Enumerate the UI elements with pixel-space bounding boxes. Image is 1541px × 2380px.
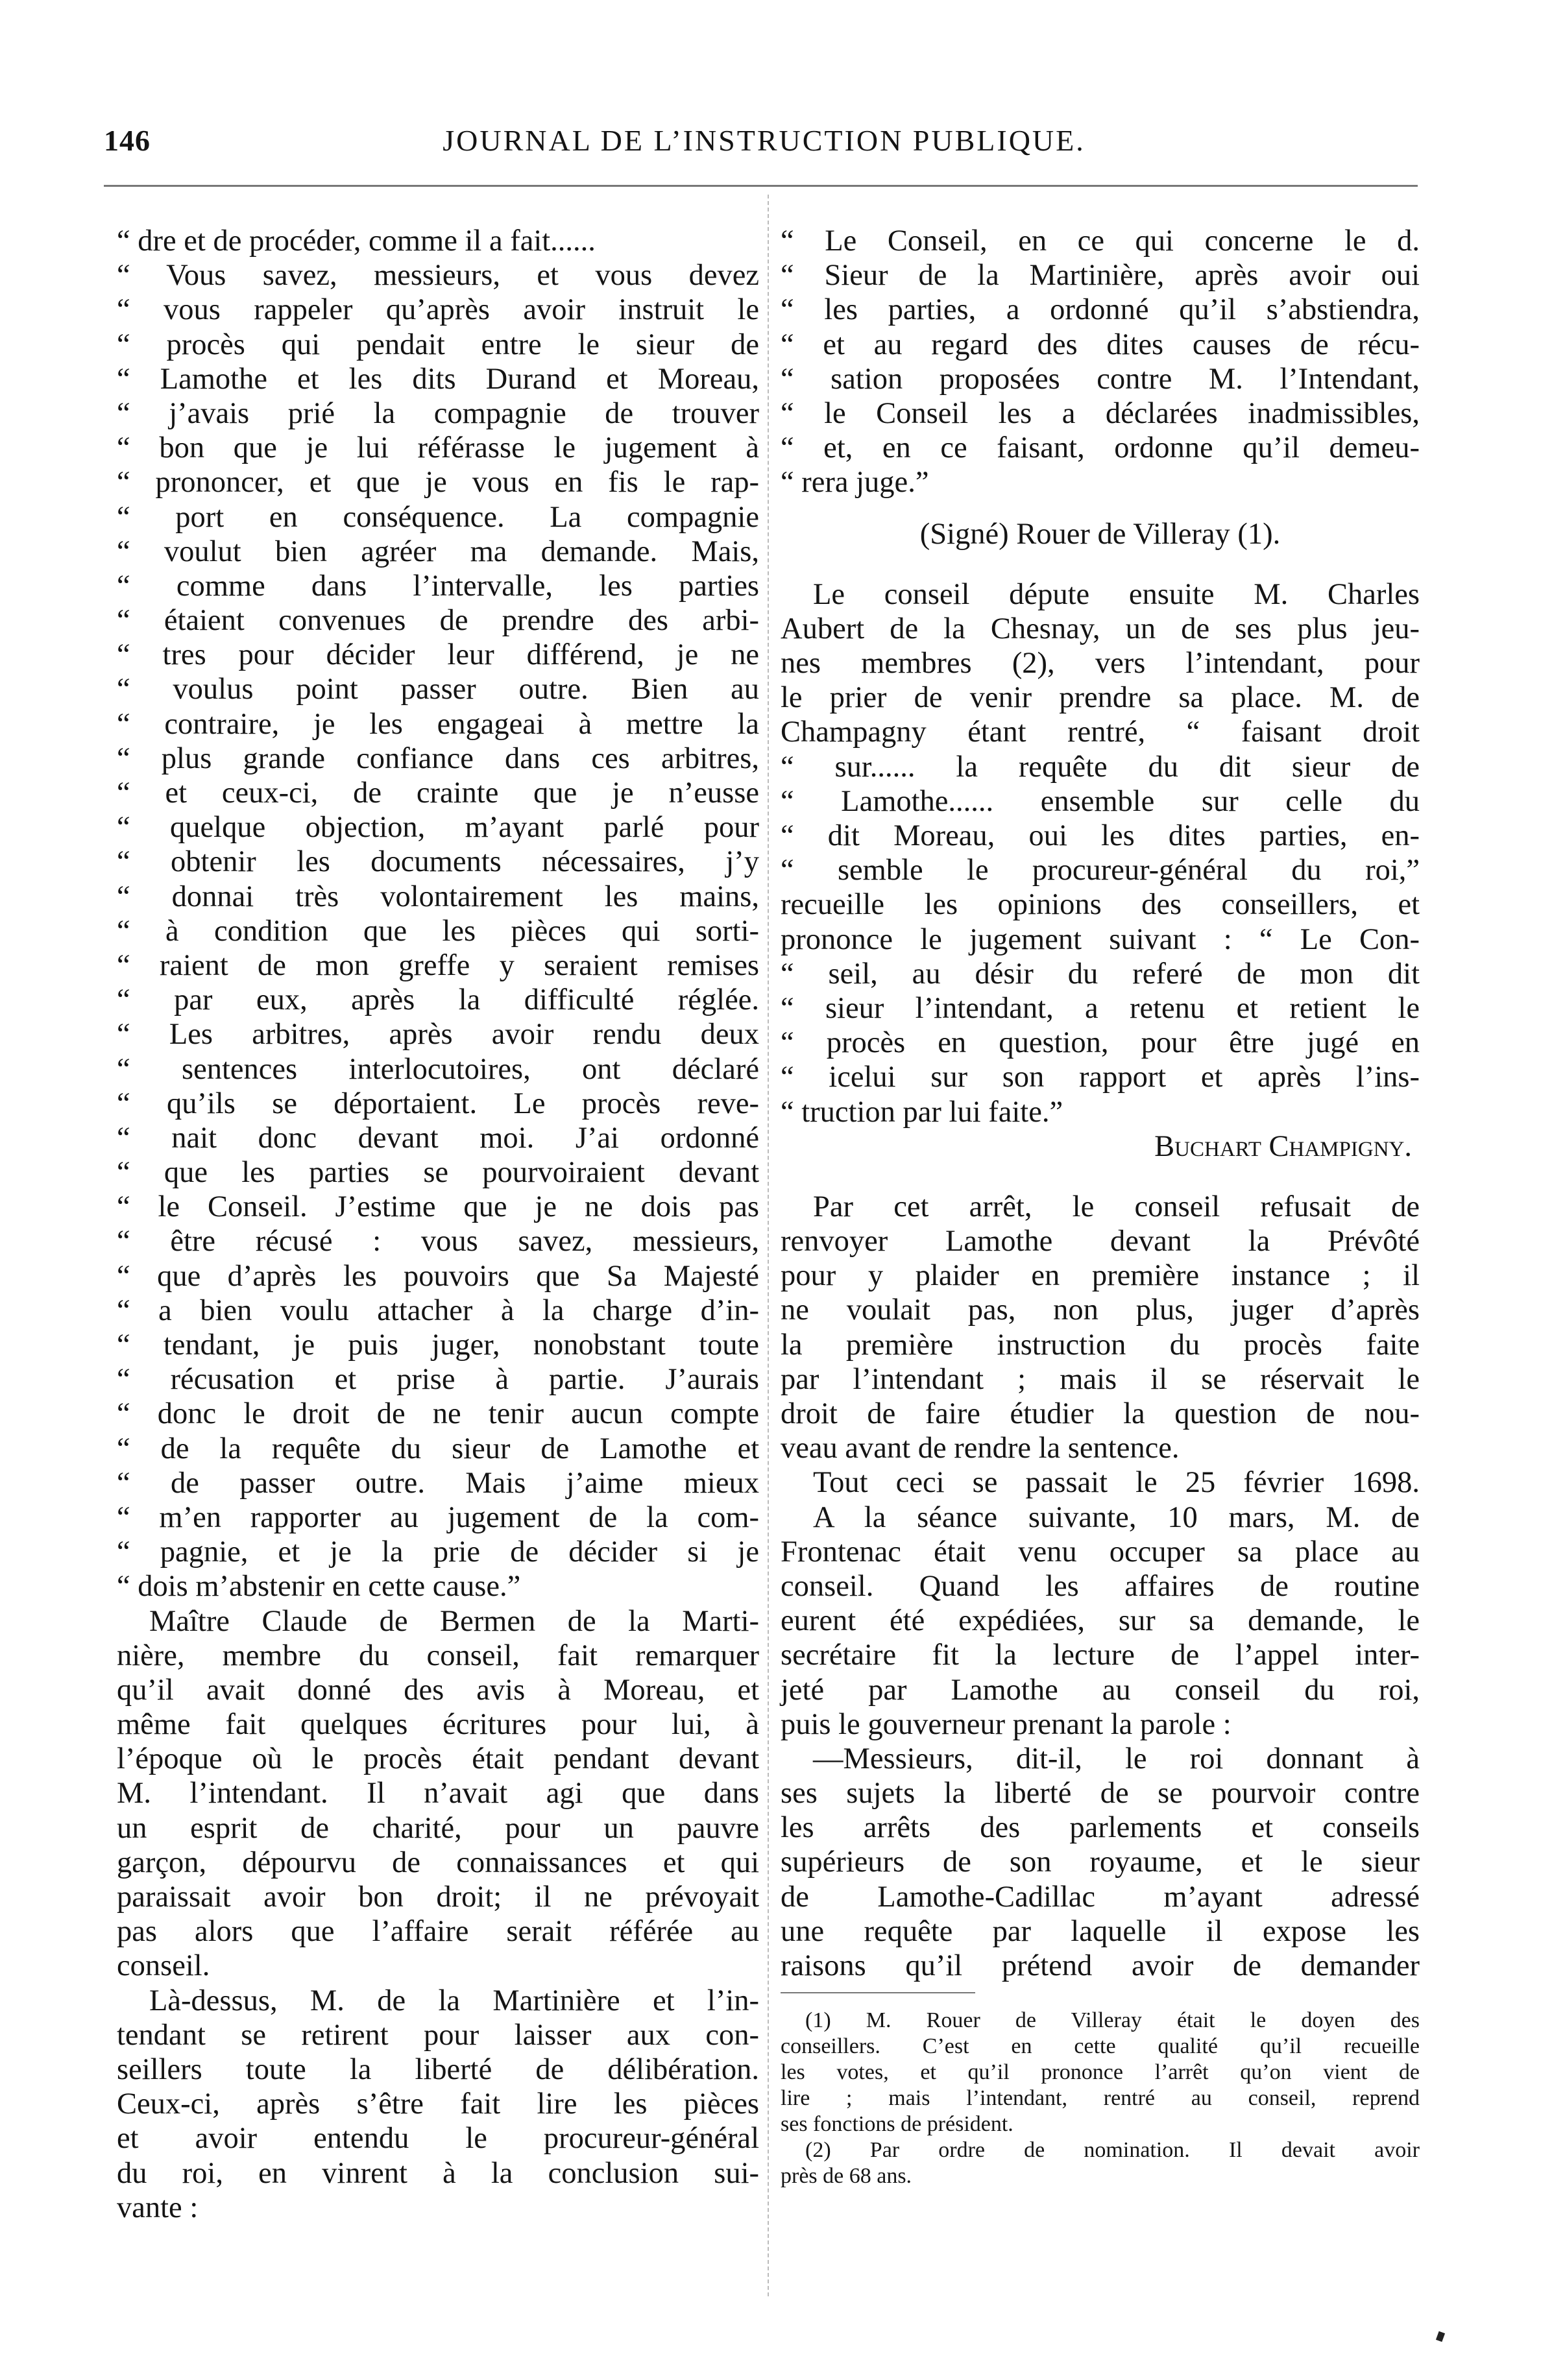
text-line: l’époque où le procès était pendant devant — [117, 1742, 759, 1776]
text-line: “ procès en question, pour être jugé en — [781, 1026, 1420, 1060]
text-line: “ récusation et prise à partie. J’aurais — [117, 1363, 759, 1397]
text-line: “ que d’après les pouvoirs que Sa Majesté — [117, 1259, 759, 1293]
text-line: “ dit Moreau, oui les dites parties, en- — [781, 819, 1420, 852]
column-divider — [768, 195, 769, 2296]
text-line: “ contraire, je les engageai à mettre la — [117, 707, 759, 741]
text-line: “ par eux, après la difficulté réglée. — [117, 983, 759, 1017]
text-line: même fait quelques écritures pour lui, à — [117, 1708, 759, 1742]
text-line: “ Vous savez, messieurs, et vous devez — [117, 259, 759, 293]
text-line: le prier de venir prendre sa place. M. de — [781, 681, 1420, 715]
text-line: “ vous rappeler qu’après avoir instruit le — [117, 293, 759, 327]
text-line: “ qu’ils se déportaient. Le procès reve- — [117, 1087, 759, 1120]
text-line: “ truction par lui faite.” — [781, 1095, 1063, 1129]
left-column-lines — [117, 224, 759, 2225]
text-line: “ donnai très volontairement les mains, — [117, 880, 759, 913]
text-line: pas alors que l’affaire serait référée au — [117, 1915, 759, 1949]
margin-ink-mark — [1436, 2331, 1445, 2342]
text-line: “ j’avais prié la compagnie de trouver — [117, 396, 759, 430]
text-line: “ semble le procureur-général du roi,” — [781, 854, 1420, 887]
text-line: droit de faire étudier la question de nou- — [781, 1397, 1420, 1430]
text-line: “ sentences interlocutoires, ont déclaré — [117, 1052, 759, 1086]
text-line: “ comme dans l’intervalle, les parties — [117, 569, 759, 603]
text-line: vante : — [117, 2191, 199, 2224]
text-line: Tout ceci se passait le 25 février 1698. — [813, 1466, 1420, 1500]
text-line: (1) M. Rouer de Villeray était le doyen des — [805, 2008, 1420, 2033]
text-line: “ le Conseil les a déclarées inadmissibles, — [781, 396, 1420, 430]
text-line: “ le Conseil. J’estime que je ne dois pas — [117, 1190, 759, 1224]
text-line: garçon, dépourvu de connaissances et qui — [117, 1845, 759, 1879]
text-line: jeté par Lamothe au conseil du roi, — [781, 1673, 1420, 1707]
text-line: du roi, en vinrent à la conclusion sui- — [117, 2156, 759, 2190]
text-line: près de 68 ans. — [781, 2164, 912, 2189]
text-line: recueille les opinions des conseillers, et — [781, 888, 1420, 922]
right-column — [781, 224, 1420, 2189]
text-line: “ Lamothe et les dits Durand et Moreau, — [117, 362, 759, 396]
council-decision-quote — [781, 224, 1420, 500]
text-line: “ port en conséquence. La compagnie — [117, 500, 759, 534]
running-header — [104, 110, 1424, 169]
text-line: supérieurs de son royaume, et le sieur — [781, 1845, 1420, 1879]
text-line: “ prononcer, et que je vous en fis le rap- — [117, 466, 759, 499]
text-line: “ et ceux-ci, de crainte que je n’eusse — [117, 776, 759, 810]
text-line: nière, membre du conseil, fait remarquer — [117, 1639, 759, 1672]
text-line: eurent été expédiées, sur sa demande, le — [781, 1604, 1420, 1638]
text-line: conseillers. C’est en cette qualité qu’il recueille — [781, 2034, 1420, 2059]
text-line: une requête par laquelle il expose les — [781, 1914, 1420, 1948]
text-line: secrétaire fit la lecture de l’appel inter- — [781, 1639, 1420, 1672]
text-line: “ nait donc devant moi. J’ai ordonné — [117, 1121, 759, 1155]
text-line: “ donc le droit de ne tenir aucun compte — [117, 1397, 759, 1431]
text-line: ne voulait pas, non plus, juger d’après — [781, 1293, 1420, 1327]
text-line: “ dois m’abstenir en cette cause.” — [117, 1570, 521, 1604]
text-line: les votes, et qu’il prononce l’arrêt qu’on vient de — [781, 2060, 1420, 2085]
text-line: M. l’intendant. Il n’avait agi que dans — [117, 1777, 759, 1810]
text-line: ses fonctions de président. — [781, 2112, 1013, 2137]
text-line: puis le gouverneur prenant la parole : — [781, 1707, 1232, 1741]
text-line: de Lamothe-Cadillac m’ayant adressé — [781, 1880, 1420, 1914]
text-line: “ tres pour décider leur différend, je ne — [117, 638, 759, 672]
text-line: seillers toute la liberté de délibération. — [117, 2052, 759, 2086]
text-line: un esprit de charité, pour un pauvre — [117, 1811, 759, 1845]
text-line: —Messieurs, dit-il, le roi donnant à — [813, 1742, 1420, 1775]
text-line: “ obtenir les documents nécessaires, j’y — [117, 845, 759, 879]
text-line: “ quelque objection, m’ayant parlé pour — [117, 811, 759, 845]
text-line: “ Lamothe...... ensemble sur celle du — [781, 784, 1420, 818]
text-line: “ étaient convenues de prendre des arbi- — [117, 604, 759, 638]
text-line: “ icelui sur son rapport et après l’ins- — [781, 1061, 1420, 1094]
text-line: “ de passer outre. Mais j’aime mieux — [117, 1466, 759, 1500]
text-line: “ pagnie, et je la prie de décider si je — [117, 1535, 759, 1569]
text-line: “ seil, au désir du referé de mon dit — [781, 957, 1420, 991]
text-line: (2) Par ordre de nomination. Il devait avoir — [805, 2138, 1420, 2163]
footnote-rule — [781, 1992, 975, 1993]
text-line: “ procès qui pendait entre le sieur de — [117, 328, 759, 361]
text-line: “ les parties, a ordonné qu’il s’abstiendra, — [781, 293, 1420, 327]
text-line: prononce le jugement suivant : “ Le Con- — [781, 922, 1420, 956]
text-line: “ Le Conseil, en ce qui concerne le d. — [781, 224, 1420, 258]
text-line: tendant se retirent pour laisser aux con- — [117, 2018, 759, 2052]
text-line: “ bon que je lui référasse le jugement à — [117, 431, 759, 465]
text-line: lire ; mais l’intendant, rentré au conseil, reprend — [781, 2086, 1420, 2111]
running-title: JOURNAL DE L’INSTRUCTION PUBLIQUE. — [443, 124, 1086, 157]
text-line: “ sieur l’intendant, a retenu et retient le — [781, 991, 1420, 1025]
text-line: et avoir entendu le procureur-général — [117, 2122, 759, 2156]
text-line: “ voulus point passer outre. Bien au — [117, 673, 759, 706]
text-line: “ sation proposées contre M. l’Intendant, — [781, 362, 1420, 396]
text-line: “ Les arbitres, après avoir rendu deux — [117, 1018, 759, 1052]
text-line: ses sujets la liberté de se pourvoir contre — [781, 1777, 1420, 1810]
text-line: nes membres (2), vers l’intendant, pour — [781, 647, 1420, 680]
text-line: “ à condition que les pièces qui sorti- — [117, 914, 759, 948]
text-line: conseil. — [117, 1949, 210, 1983]
text-line: “ Sieur de la Martinière, après avoir oui — [781, 259, 1420, 293]
text-line: “ sur...... la requête du dit sieur de — [781, 750, 1420, 784]
text-line: “ tendant, je puis juger, nonobstant toute — [117, 1328, 759, 1362]
paragraph-arret — [781, 1190, 1420, 1983]
text-line: Ceux-ci, après s’être fait lire les pièces — [117, 2087, 759, 2121]
header-rule — [104, 185, 1418, 187]
signature-villeray: (Signé) Rouer de Villeray (1). — [919, 517, 1281, 551]
text-line: Champagny étant rentré, “ faisant droit — [781, 715, 1420, 749]
text-line: par l’intendant ; mais il se réservait le — [781, 1362, 1420, 1396]
text-line: conseil. Quand les affaires de routine — [781, 1569, 1420, 1603]
text-line: “ que les parties se pourvoiraient devant — [117, 1156, 759, 1190]
text-line: “ et au regard des dites causes de récu- — [781, 328, 1420, 361]
text-line: “ a bien voulu attacher à la charge d’in- — [117, 1293, 759, 1327]
text-line: la première instruction du procès faite — [781, 1328, 1420, 1362]
text-line: veau avant de rendre la sentence. — [781, 1432, 1180, 1465]
text-line: paraissait avoir bon droit; il ne prévoyait — [117, 1881, 759, 1914]
text-line: “ voulut bien agréer ma demande. Mais, — [117, 535, 759, 568]
text-line: Là-dessus, M. de la Martinière et l’in- — [149, 1984, 759, 2017]
paragraph-deputation — [781, 577, 1420, 1129]
text-line: Aubert de la Chesnay, un de ses plus jeu- — [781, 612, 1420, 645]
text-line: A la séance suivante, 10 mars, M. de — [813, 1500, 1420, 1534]
text-line: “ m’en rapporter au jugement de la com- — [117, 1500, 759, 1534]
text-line: qu’il avait donné des avis à Moreau, et — [117, 1673, 759, 1707]
text-line: “ plus grande confiance dans ces arbitres, — [117, 741, 759, 775]
text-line: Par cet arrêt, le conseil refusait de — [813, 1190, 1420, 1223]
left-column — [117, 224, 759, 2225]
footnotes — [781, 2008, 1420, 2189]
text-line: “ et, en ce faisant, ordonne qu’il demeu- — [781, 431, 1420, 465]
text-line: les arrêts des parlements et conseils — [781, 1811, 1420, 1845]
text-line: pour y plaider en première instance ; il — [781, 1259, 1420, 1293]
text-line: “ raient de mon greffe y seraient remises — [117, 948, 759, 982]
text-line: Frontenac était venu occuper sa place au — [781, 1535, 1420, 1569]
text-line: “ de la requête du sieur de Lamothe et — [117, 1432, 759, 1465]
text-line: “ rera juge.” — [781, 466, 929, 499]
text-line: Le conseil députe ensuite M. Charles — [813, 577, 1420, 611]
text-line: “ dre et de procéder, comme il a fait...... — [117, 224, 596, 258]
text-line: raisons qu’il prétend avoir de demander — [781, 1949, 1420, 1982]
page-number: 146 — [104, 124, 151, 157]
text-line: “ être récusé : vous savez, messieurs, — [117, 1225, 759, 1258]
text-line: renvoyer Lamothe devant la Prévôté — [781, 1225, 1420, 1258]
text-line: Maître Claude de Bermen de la Marti- — [149, 1604, 759, 1638]
signature-champigny: Buchart Champigny. — [1154, 1129, 1412, 1163]
